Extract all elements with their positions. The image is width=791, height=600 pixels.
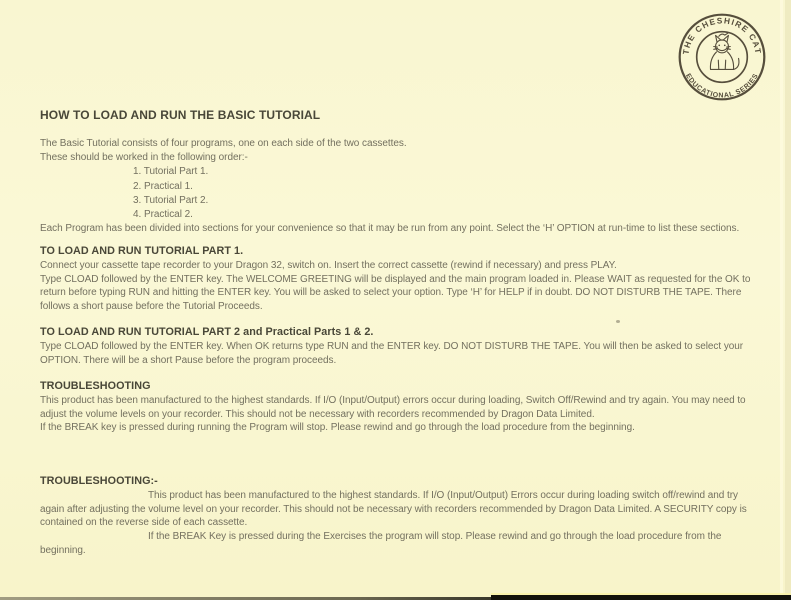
section-heading: TO LOAD AND RUN TUTORIAL PART 2 and Practical Parts 1 & 2. <box>40 326 374 338</box>
section-troubleshooting-1 <box>40 380 746 435</box>
cheshire-cat-logo <box>676 11 768 103</box>
intro-paragraph <box>40 137 739 236</box>
body-line: This product has been manufactured to the highest standards. If I/O (Input/Output) errors occur during loading, Switch Off/Rewind and try again. You may need to <box>40 394 746 406</box>
svg-text:THE CHESHIRE CAT <box>681 16 762 55</box>
cheshire-cat-icon <box>676 11 768 103</box>
section-load-run-part-1 <box>40 245 750 314</box>
section-heading: TROUBLESHOOTING <box>40 380 151 392</box>
body-line: If the BREAK Key is pressed during the Exercises the program will stop. Please rewind and go through the load procedure from the <box>148 531 722 543</box>
intro-line: The Basic Tutorial consists of four programs, one on each side of the two cassettes. <box>40 138 407 149</box>
section-load-run-part-2 <box>40 326 743 367</box>
logo-arc-top-text: THE CHESHIRE CAT <box>681 16 763 56</box>
logo-inner-ring <box>697 32 748 83</box>
section-troubleshooting-2 <box>40 475 747 558</box>
svg-text:EDUCATIONAL SERIES <box>684 73 760 100</box>
tutorial-order-item: 2. Practical 1. <box>133 180 193 192</box>
intro-line: These should be worked in the following order:- <box>40 152 248 164</box>
section-heading: TROUBLESHOOTING:- <box>40 475 158 487</box>
page-edge-shade <box>785 0 791 600</box>
tutorial-order-item: 4. Practical 2. <box>133 208 193 220</box>
body-line: This product has been manufactured to the highest standards. If I/O (Input/Output) Errors occur during loading switch off/rewind and try <box>148 489 738 501</box>
cat-drawing <box>710 33 739 69</box>
page-title: HOW TO LOAD AND RUN THE BASIC TUTORIAL <box>40 108 321 122</box>
section-heading: TO LOAD AND RUN TUTORIAL PART 1. <box>40 245 244 257</box>
logo-arc-bottom-text: EDUCATIONAL SERIES <box>683 72 761 100</box>
body-line: adjust the volume levels on your recorder. This should not be necessary with recorders recommended by Dragon Data Limited. <box>40 408 595 420</box>
body-line: OPTION. There will be a short Pause before the program proceeds. <box>40 354 337 366</box>
page-edge-highlight <box>780 0 783 600</box>
body-line: beginning. <box>40 544 86 556</box>
scan-speck <box>616 320 620 323</box>
body-line: Type CLOAD followed by the ENTER key. The WELCOME GREETING will be displayed and the main program loaded in. Please WAIT as requested for the OK to <box>40 273 751 285</box>
body-line: Type CLOAD followed by the ENTER key. When OK returns type RUN and the ENTER key. DO NOT DISTURB THE TAPE. You will then be asked to select your <box>40 340 744 352</box>
body-line: return before typing RUN and hitting the ENTER key. You will be asked to select your option. Type ‘H’ for HELP if in doubt. DO NOT DISTURB THE TAPE. There <box>40 287 742 299</box>
intro-closing-line: Each Program has been divided into sections for your convenience so that it may be run from any point. Select the ‘H’ OPTION at run-time to list these sections. <box>40 223 740 235</box>
tutorial-order-item: 1. Tutorial Part 1. <box>133 166 209 178</box>
body-line: Connect your cassette tape recorder to your Dragon 32, switch on. Insert the correct cassette (rewind if necessary) and press PLAY. <box>40 259 617 271</box>
tutorial-order-item: 3. Tutorial Part 2. <box>133 194 209 206</box>
body-line: again after adjusting the volume level on your recorder. This should not be necessary with recorders recommended by Dragon Data Limited. A SECURITY copy is <box>40 503 747 515</box>
body-line: If the BREAK key is pressed during running the Program will stop. Please rewind and go through the load procedure from the beginning. <box>40 422 635 434</box>
scan-edge-bottom-right <box>491 595 791 600</box>
body-line: follows a short pause before the Tutorial Proceeds. <box>40 301 263 313</box>
body-line: contained on the reverse side of each cassette. <box>40 517 248 529</box>
